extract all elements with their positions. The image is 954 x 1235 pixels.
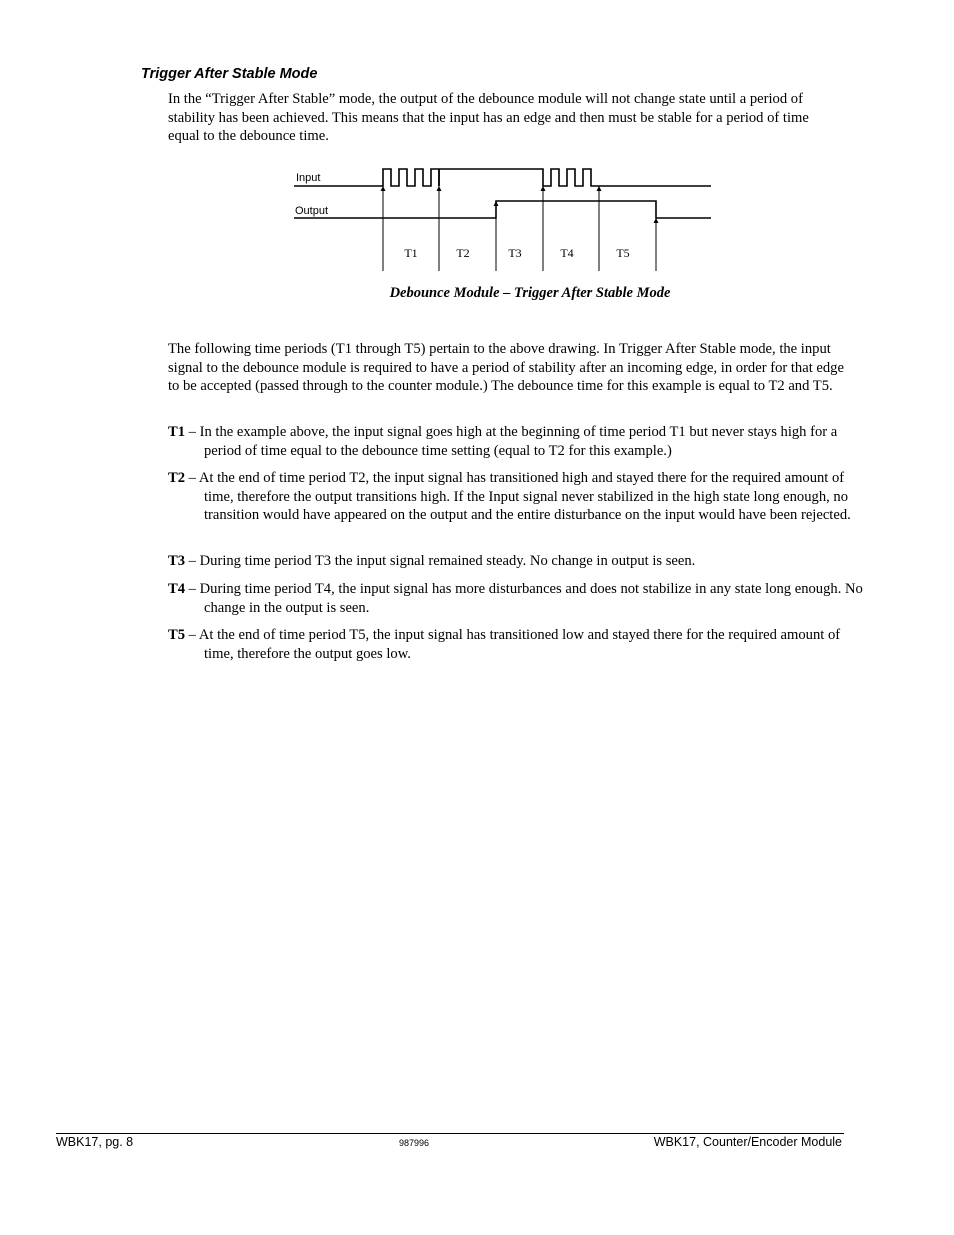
input-waveform [294, 169, 711, 186]
period-label-t5: T5 [616, 246, 630, 260]
term-separator: – [185, 470, 199, 486]
period-term: T3 [168, 553, 186, 569]
period-text: In the example above, the input signal goes high at the beginning of time period T1 but never stays high for a period of time equal to the debounce time setting (equal to T2 for this example.) [199, 424, 838, 459]
period-description-t3 [168, 552, 872, 571]
term-separator: – [185, 424, 200, 440]
period-description-t5 [168, 626, 872, 663]
period-term: T4 [168, 581, 186, 597]
footer-document-number: 987996 [399, 1138, 430, 1148]
period-term: T2 [168, 470, 186, 486]
periods-paragraph: The following time periods (T1 through T5) pertain to the above drawing. In Trigger After Stable mode, the input signal to the debounce module is required to have a period of stability after an incoming edge, in order for that edge to be accepted (passed through to the counter module.) The debounce time for this example is equal to T2 and T5. [168, 341, 844, 394]
term-separator: – [185, 553, 200, 569]
section-heading: Trigger After Stable Mode [141, 66, 318, 82]
period-description-t1 [168, 423, 872, 460]
period-text: During time period T3 the input signal remained steady. No change in output is seen. [199, 553, 696, 569]
period-label-t2: T2 [456, 246, 470, 260]
period-label-t1: T1 [404, 246, 418, 260]
period-text: At the end of time period T5, the input signal has transitioned low and stayed there for the required amount of time, therefore the output goes low. [198, 627, 841, 662]
input-signal-label: Input [296, 172, 321, 184]
footer-document-title: WBK17, Counter/Encoder Module [653, 1135, 842, 1149]
figure-caption: Debounce Module – Trigger After Stable Mode [389, 285, 671, 301]
period-label-t3: T3 [508, 246, 522, 260]
output-signal-label: Output [295, 205, 329, 217]
period-text: During time period T4, the input signal has more disturbances and does not stabilize in any state long enough. No change in the output is seen. [199, 581, 863, 616]
timing-diagram [290, 160, 720, 275]
footer-divider [56, 1133, 844, 1134]
term-separator: – [185, 581, 200, 597]
intro-paragraph: In the “Trigger After Stable” mode, the output of the debounce module will not change state until a period of stability has been achieved. This means that the input has an edge and then must be stable for a period of time equal to the debounce time. [168, 91, 809, 144]
period-description-t4 [168, 580, 872, 617]
period-term: T1 [168, 424, 186, 440]
period-text: At the end of time period T2, the input signal has transitioned high and stayed there for the required amount of time, therefore the output transitions high. If the Input signal never stabilized in the high state long enough, no transition would have appeared on the output and the entire disturbance on the input would have been rejected. [198, 470, 851, 523]
period-term: T5 [168, 627, 186, 643]
term-separator: – [185, 627, 199, 643]
period-description-t2 [168, 469, 872, 525]
output-waveform [294, 201, 711, 218]
period-label-t4: T4 [560, 246, 574, 260]
footer-page-number: WBK17, pg. 8 [56, 1135, 134, 1149]
